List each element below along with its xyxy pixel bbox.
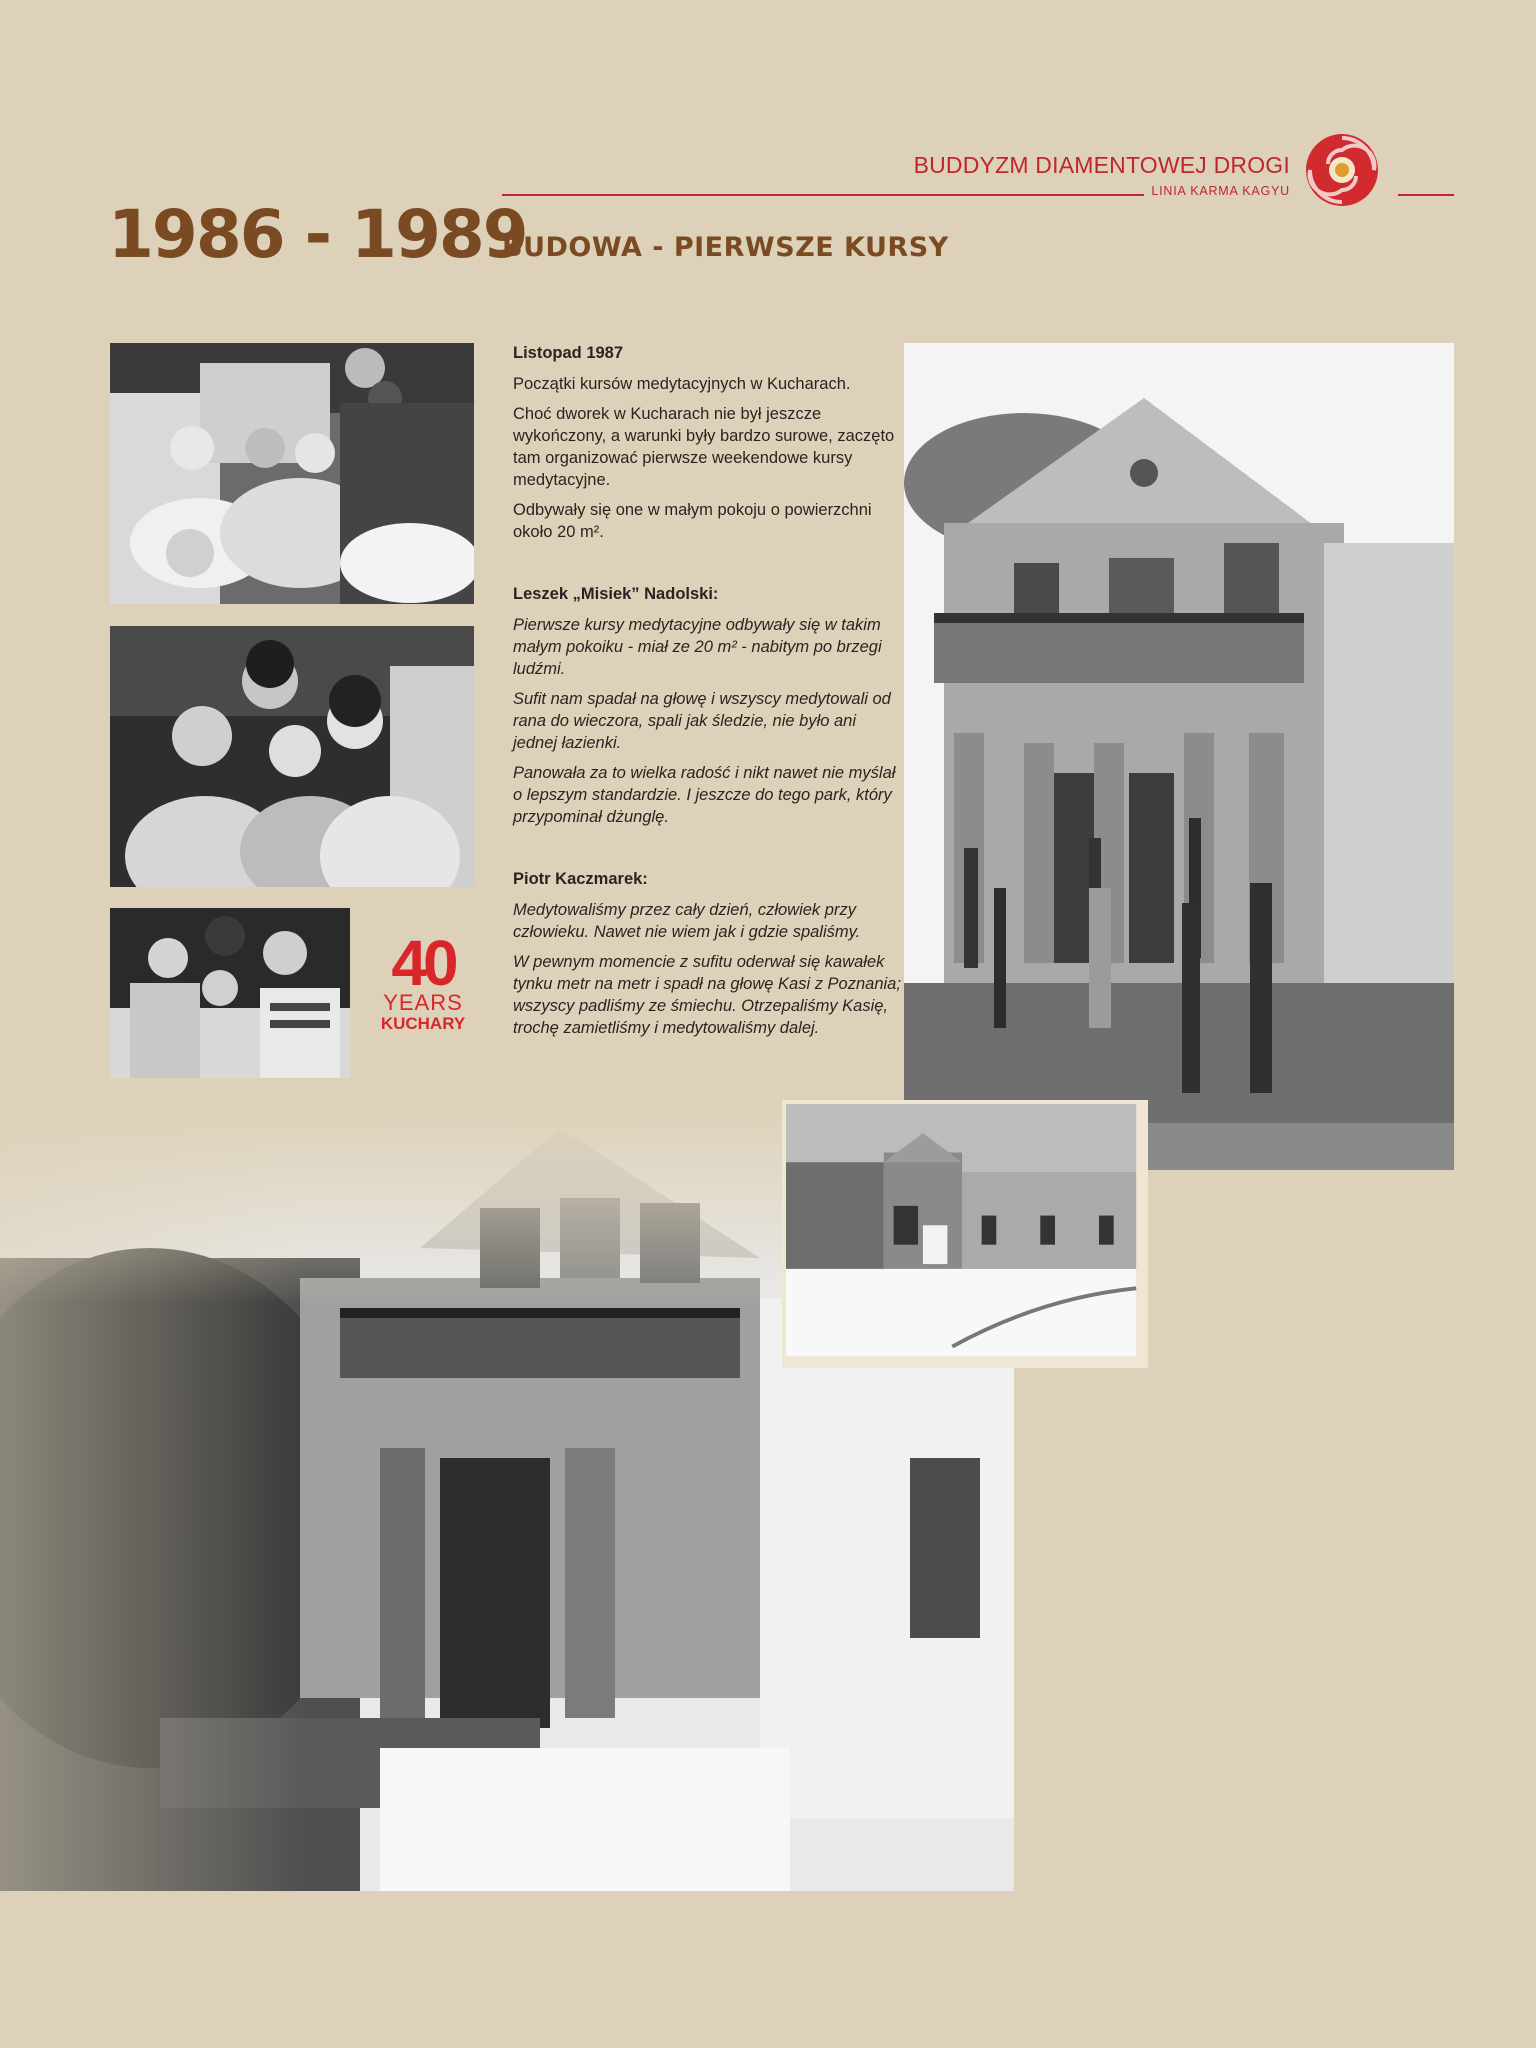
40-years-kuchary-badge [378, 927, 468, 1034]
brand-divider-right [1398, 194, 1454, 196]
brand-subtitle: LINIA KARMA KAGYU [1151, 184, 1290, 198]
section-kaczmarek-quote [513, 868, 903, 1039]
section-heading: Piotr Kaczmarek: [513, 870, 648, 888]
paragraph: Odbywały się one w małym pokoju o powierzchni około 20 m². [513, 501, 872, 541]
section-title: BUDOWA - PIERWSZE KURSY [502, 232, 949, 263]
brand-title: BUDDYZM DIAMENTOWEJ DROGI [913, 152, 1290, 178]
badge-number: 40 [391, 927, 455, 999]
badge-label: YEARS [383, 990, 463, 1015]
photo-small-group [110, 908, 350, 1078]
section-heading: Listopad 1987 [513, 344, 624, 362]
paragraph: W pewnym momencie z sufitu oderwał się kawałek tynku metr na metr i spadł na głowę Kasi z Poznania; wszyscy padliśmy ze śmiechu. Otrzepaliśmy Kasię, trochę zamietliśmy i medytowaliśmy dalej. [513, 953, 901, 1037]
brand-divider [502, 194, 1144, 196]
paragraph: Panowała za to wielka radość i nikt nawet nie myślał o lepszym standardzie. I jeszcze do tego park, który przypominał dżunglę. [513, 764, 896, 826]
section-listopad [513, 342, 903, 543]
badge-place: KUCHARY [380, 1014, 466, 1033]
paragraph: Medytowaliśmy przez cały dzień, człowiek przy człowieku. Nawet nie wiem jak i gdzie spaliśmy. [513, 901, 861, 941]
paragraph: Pierwsze kursy medytacyjne odbywały się w takim małym pokoiku - miał ze 20 m² - nabitym po brzegi ludźmi. [513, 616, 882, 678]
article-text [513, 342, 903, 1079]
photo-manor-front [904, 343, 1454, 1170]
page-title-years: 1986 - 1989 [108, 196, 527, 273]
photo-group-hug [110, 626, 474, 887]
photo-manor-winter [782, 1100, 1148, 1368]
paragraph: Choć dworek w Kucharach nie był jeszcze wykończony, a warunki były bardzo surowe, zaczęto tam organizować pierwsze weekendowe kursy medytacyjne. [513, 405, 895, 489]
section-heading: Leszek „Misiek” Nadolski: [513, 585, 719, 603]
karma-kagyu-logo-icon [1302, 130, 1382, 210]
paragraph: Początki kursów medytacyjnych w Kucharach. [513, 375, 851, 393]
photo-meditation-room [110, 343, 474, 604]
section-nadolski-quote [513, 583, 903, 828]
paragraph: Sufit nam spadał na głowę i wszyscy medytowali od rana do wieczora, spali jak śledzie, nie było ani jednej łazienki. [513, 690, 891, 752]
